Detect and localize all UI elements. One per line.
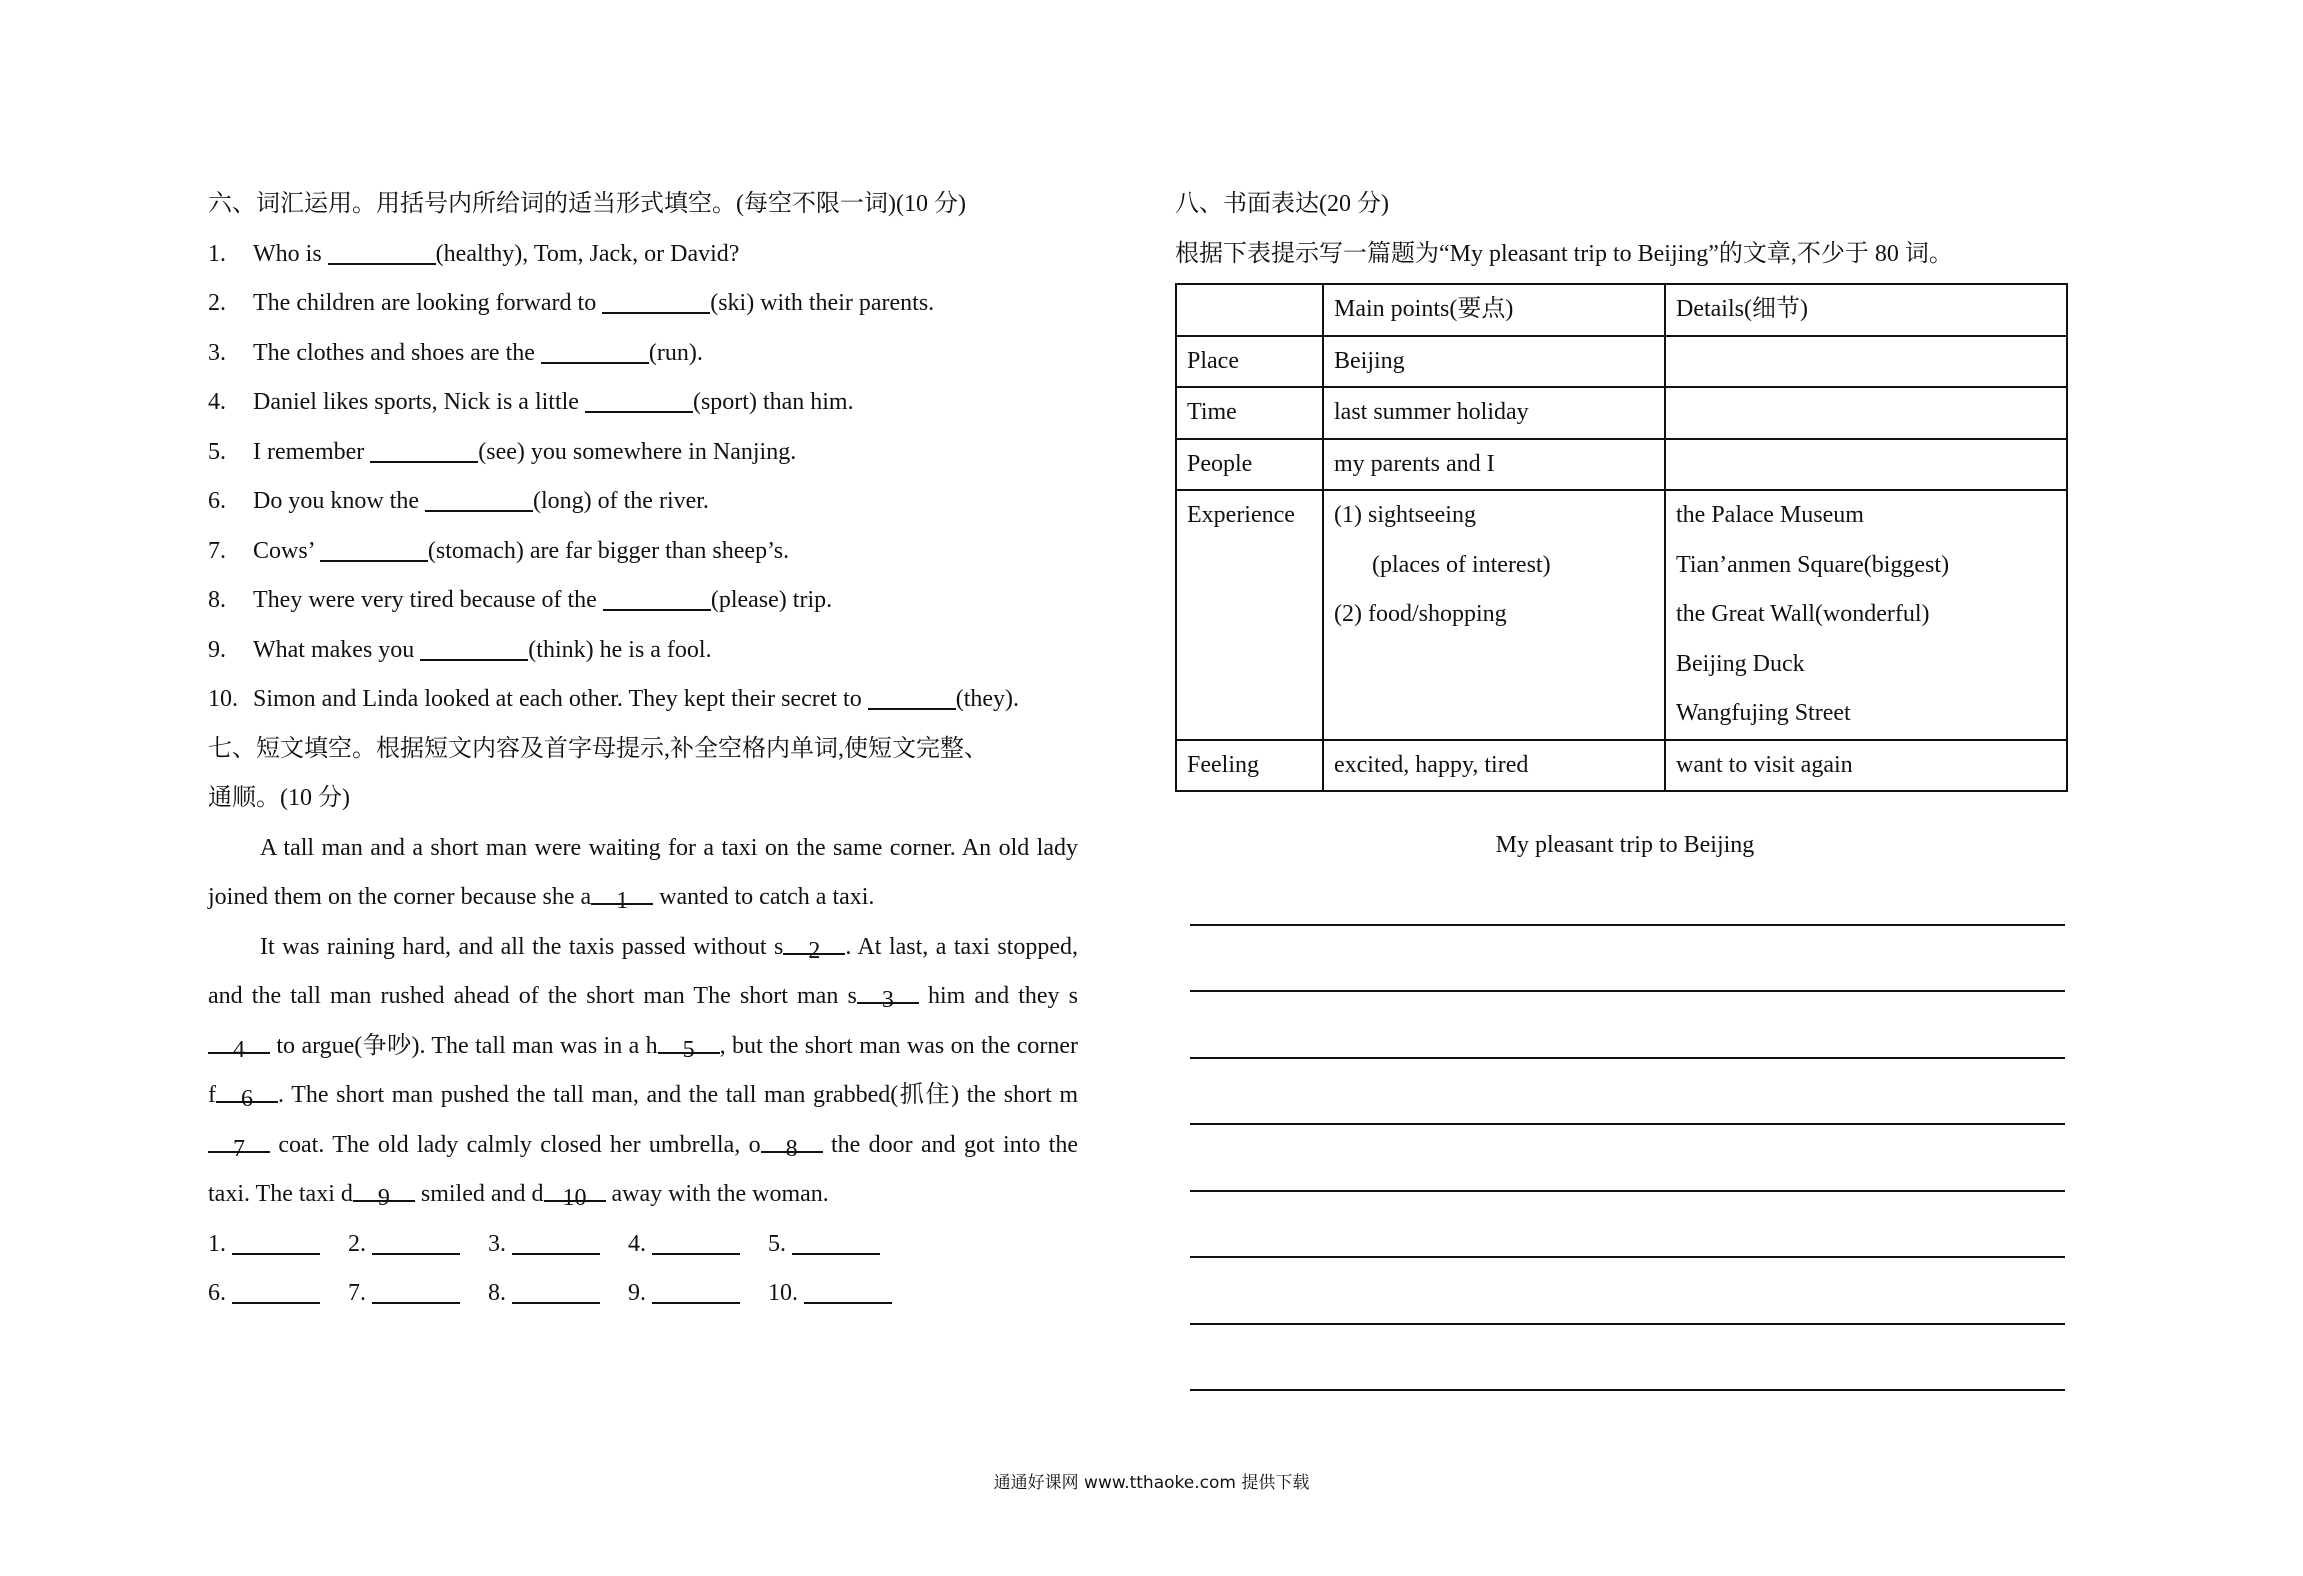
section6-heading: 六、词汇运用。用括号内所给词的适当形式填空。(每空不限一词)(10 分)	[208, 191, 966, 217]
passage-blank[interactable]: 4	[208, 1026, 270, 1054]
answer-blank[interactable]	[804, 1278, 892, 1304]
table-cell: the Palace Museum Tian’anmen Square(biggest) the Great Wall(wonderful) Beijing Duck Wangfujing Street	[1665, 490, 2067, 740]
passage-blank[interactable]: 2	[783, 927, 845, 955]
table-cell: Place	[1176, 336, 1323, 388]
answer-blank[interactable]	[512, 1229, 600, 1255]
table-cell	[1176, 284, 1323, 336]
answer-blank[interactable]	[372, 1278, 460, 1304]
answer-slot: 4.	[628, 1220, 740, 1270]
table-cell: Time	[1176, 387, 1323, 439]
left-column	[208, 180, 1078, 1319]
table-cell	[1665, 336, 2067, 388]
writing-area[interactable]	[1175, 859, 2075, 1391]
question-item: 3. The clothes and shoes are the (run).	[208, 329, 1078, 379]
answer-slot: 2.	[348, 1220, 460, 1270]
question-item: 7. Cows’ (stomach) are far bigger than sheep’s.	[208, 527, 1078, 577]
question-item: 8. They were very tired because of the (please) trip.	[208, 576, 1078, 626]
table-cell: Beijing	[1323, 336, 1665, 388]
table-row	[1176, 284, 2067, 336]
passage-blank[interactable]: 6	[216, 1075, 278, 1103]
table-cell: People	[1176, 439, 1323, 491]
table-cell: excited, happy, tired	[1323, 740, 1665, 792]
answer-blank[interactable]	[420, 633, 528, 661]
section7-heading-line1: 七、短文填空。根据短文内容及首字母提示,补全空格内单词,使短文完整、	[208, 735, 988, 762]
answer-blank[interactable]	[602, 286, 710, 314]
answer-blank[interactable]	[652, 1278, 740, 1304]
answer-slot: 3.	[488, 1220, 600, 1270]
table-row	[1176, 490, 2067, 740]
section8-heading: 八、书面表达(20 分)	[1175, 191, 1389, 217]
question-item: 2. The children are looking forward to (ski) with their parents.	[208, 279, 1078, 329]
writing-line[interactable]	[1190, 992, 2065, 1059]
answer-blank[interactable]	[512, 1278, 600, 1304]
table-cell	[1665, 387, 2067, 439]
question-item: 6. Do you know the (long) of the river.	[208, 477, 1078, 527]
section6-items	[208, 230, 1078, 725]
answer-row-1	[208, 1220, 1078, 1270]
answer-slot: 8.	[488, 1269, 600, 1319]
passage-blank[interactable]: 1	[591, 877, 653, 905]
outline-table	[1175, 283, 2068, 792]
answer-blank[interactable]	[652, 1229, 740, 1255]
table-cell: Feeling	[1176, 740, 1323, 792]
answer-slot: 10.	[768, 1269, 892, 1319]
table-cell: want to visit again	[1665, 740, 2067, 792]
answer-blank[interactable]	[868, 682, 956, 710]
passage-blank[interactable]: 10	[544, 1174, 606, 1202]
passage-blank[interactable]: 7	[208, 1125, 270, 1153]
answer-blank[interactable]	[320, 534, 428, 562]
table-cell	[1665, 439, 2067, 491]
writing-line[interactable]	[1190, 1125, 2065, 1192]
passage-paragraph-2: It was raining hard, and all the taxis passed without s 2 . At last, a taxi stopped, and the tall man rushed ahead of the short man The short man s 3 him and they s4 to argue(争吵). The tall man was in a h 5 , but the short man was on the corner f 6 . The short man pushed the tall man, and the tall man grabbed(抓住) the short m7 coat. The old lady calmly closed her umbrella, o 8 the door and got into the taxi. The taxi d 9 smiled and d 10 away with the woman.	[208, 923, 1078, 1220]
question-item: 5. I remember (see) you somewhere in Nanjing.	[208, 428, 1078, 478]
answer-blank[interactable]	[372, 1229, 460, 1255]
writing-line[interactable]	[1190, 1325, 2065, 1392]
question-item: 10. Simon and Linda looked at each other. They kept their secret to (they).	[208, 675, 1078, 725]
question-item: 9. What makes you (think) he is a fool.	[208, 626, 1078, 676]
right-column	[1175, 180, 2075, 1391]
answer-slot: 7.	[348, 1269, 460, 1319]
answer-blank[interactable]	[232, 1278, 320, 1304]
table-cell: last summer holiday	[1323, 387, 1665, 439]
answer-slot: 6.	[208, 1269, 320, 1319]
essay-title: My pleasant trip to Beijing	[1495, 832, 1755, 858]
answer-row-2	[208, 1269, 1078, 1319]
passage-blank[interactable]: 9	[353, 1174, 415, 1202]
writing-line[interactable]	[1190, 859, 2065, 926]
answer-blank[interactable]	[585, 385, 693, 413]
passage-paragraph-1: A tall man and a short man were waiting for a taxi on the same corner. An old lady joined them on the corner because she a 1 wanted to catch a taxi.	[208, 834, 1078, 914]
question-item: 1. Who is (healthy), Tom, Jack, or David?	[208, 230, 1078, 280]
passage-blank[interactable]: 5	[658, 1026, 720, 1054]
answer-blank[interactable]	[603, 583, 711, 611]
table-row	[1176, 740, 2067, 792]
answer-slot: 9.	[628, 1269, 740, 1319]
table-cell: (1) sightseeing (places of interest) (2) food/shopping	[1323, 490, 1665, 740]
answer-blank[interactable]	[541, 336, 649, 364]
section7-heading-line2: 通顺。(10 分)	[208, 785, 350, 811]
table-cell: Experience	[1176, 490, 1323, 740]
table-row	[1176, 387, 2067, 439]
table-cell: my parents and I	[1323, 439, 1665, 491]
answer-blank[interactable]	[328, 237, 436, 265]
table-cell: Main points(要点)	[1323, 284, 1665, 336]
table-row	[1176, 336, 2067, 388]
answer-blank[interactable]	[370, 435, 478, 463]
writing-line[interactable]	[1190, 1258, 2065, 1325]
footer-credit: 通通好课网 www.tthaoke.com 提供下载	[993, 1473, 1310, 1493]
passage-blank[interactable]: 3	[857, 976, 919, 1004]
writing-line[interactable]	[1190, 926, 2065, 993]
table-cell: Details(细节)	[1665, 284, 2067, 336]
writing-line[interactable]	[1190, 1059, 2065, 1126]
answer-slot: 5.	[768, 1220, 880, 1270]
answer-slot: 1.	[208, 1220, 320, 1270]
answer-blank[interactable]	[232, 1229, 320, 1255]
section8-instruction: 根据下表提示写一篇题为“My pleasant trip to Beijing”的文章,不少于 80 词。	[1175, 240, 1953, 267]
table-row	[1176, 439, 2067, 491]
passage-blank[interactable]: 8	[761, 1125, 823, 1153]
answer-blank[interactable]	[792, 1229, 880, 1255]
answer-blank[interactable]	[425, 484, 533, 512]
question-item: 4. Daniel likes sports, Nick is a little (sport) than him.	[208, 378, 1078, 428]
writing-line[interactable]	[1190, 1192, 2065, 1259]
